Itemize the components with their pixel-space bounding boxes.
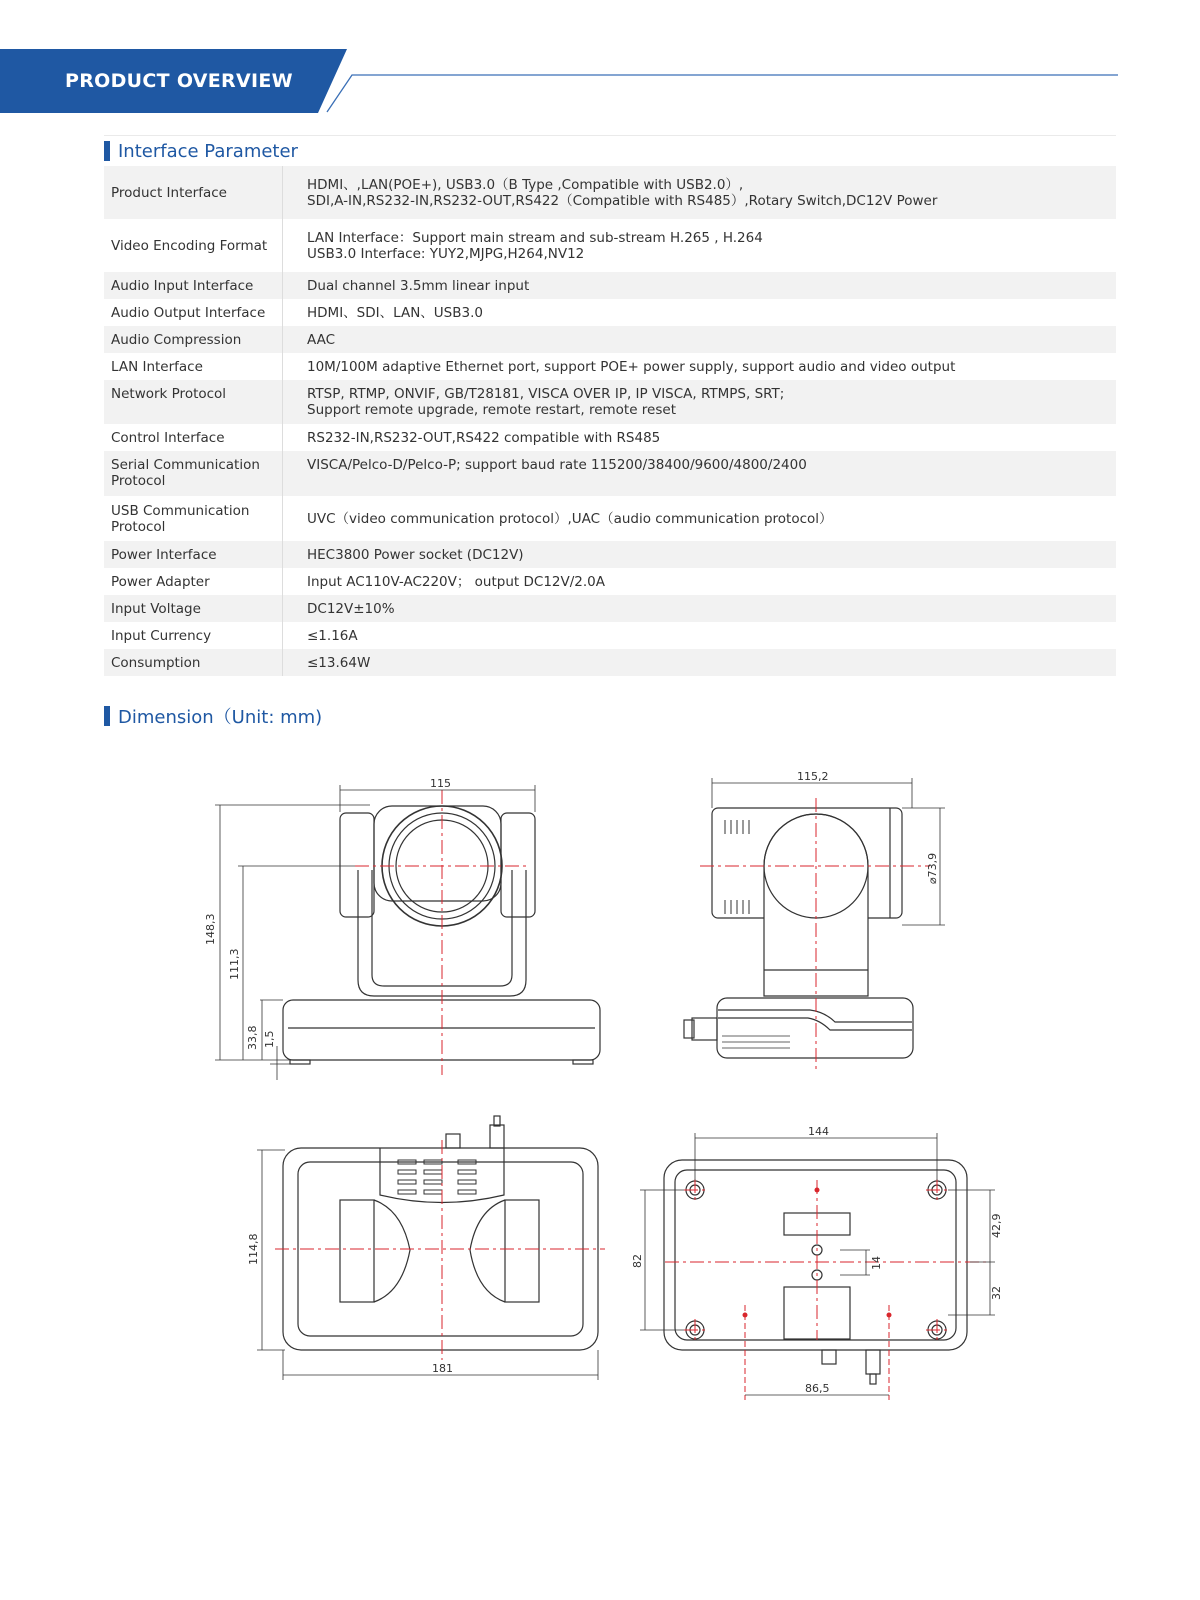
value-line: RS232-IN,RS232-OUT,RS422 compatible with RS485 [307,429,661,446]
side-view-drawing [684,770,945,1070]
value-line: ≤1.16A [307,627,358,644]
value-line: RTSP, RTMP, ONVIF, GB/T28181, VISCA OVER IP, IP VISCA, RTMPS, SRT; [307,386,785,402]
param-label: Audio Output Interface [104,299,283,326]
dim-offset-b: 32 [990,1286,1003,1300]
value-line: LAN Interface：Support main stream and sub-stream H.265 , H.264 [307,229,763,246]
dim-hole-spacing-y: 82 [631,1254,644,1268]
dim-center-gap: 14 [870,1256,883,1270]
value-line: SDI,A-IN,RS232-IN,RS232-OUT,RS422（Compatible with RS485）,Rotary Switch,DC12V Power [307,192,938,209]
param-label: Serial Communication Protocol [104,451,283,496]
dim-depth: 115,2 [797,770,829,783]
param-label: LAN Interface [104,353,283,380]
value-line: USB3.0 Interface: YUY2,MJPG,H264,NV12 [307,245,585,262]
dim-top-depth: 114,8 [247,1233,260,1265]
section-title: Dimension（Unit: mm) [118,707,323,728]
section-title: Interface Parameter [118,140,298,162]
param-label: Consumption [104,649,283,676]
dim-offset-a: 42,9 [990,1213,1003,1238]
param-label: Input Currency [104,622,283,649]
value-line: UVC（video communication protocol）,UAC（audio communication protocol） [307,510,833,527]
value-line: 10M/100M adaptive Ethernet port, support POE+ power supply, support audio and video output [307,358,956,375]
value-line: Support remote upgrade, remote restart, remote reset [307,402,676,418]
value-line: Input AC110V-AC220V； output DC12V/2.0A [307,573,605,590]
dim-foot: 1,5 [263,1030,276,1048]
param-label: Audio Input Interface [104,272,283,299]
dim-lens-diameter: ⌀73,9 [926,852,939,884]
value-line: ≤13.64W [307,654,371,671]
page-title: PRODUCT OVERVIEW [65,70,293,92]
value-line: Dual channel 3.5mm linear input [307,277,530,294]
dim-height-body: 111,3 [228,948,241,980]
param-label: Power Interface [104,541,283,568]
front-view-drawing [204,777,600,1080]
param-label: Product Interface [104,166,283,219]
value-line: DC12V±10% [307,600,395,617]
dim-screw-spacing: 86,5 [805,1382,830,1395]
param-label: Network Protocol [104,380,283,424]
dim-hole-spacing-x: 144 [808,1125,829,1138]
param-label: Power Adapter [104,568,283,595]
dim-top-width: 181 [432,1362,453,1375]
value-line: VISCA/Pelco-D/Pelco-P; support baud rate 115200/38400/9600/4800/2400 [307,457,807,473]
param-label: Control Interface [104,424,283,451]
bottom-view-drawing [631,1125,1003,1400]
value-line: HDMI、,LAN(POE+), USB3.0（B Type ,Compatible with USB2.0）, [307,176,744,193]
top-view-drawing [247,1116,605,1380]
dim-base: 33,8 [246,1025,259,1050]
param-label: Audio Compression [104,326,283,353]
value-line: AAC [307,331,336,348]
dim-height-total: 148,3 [204,913,217,945]
param-label: Input Voltage [104,595,283,622]
param-label: USB Communication Protocol [104,496,283,541]
value-line: HEC3800 Power socket (DC12V) [307,546,524,563]
param-label: Video Encoding Format [104,219,283,272]
dim-width: 115 [430,777,451,790]
value-line: HDMI、SDI、LAN、USB3.0 [307,304,483,321]
